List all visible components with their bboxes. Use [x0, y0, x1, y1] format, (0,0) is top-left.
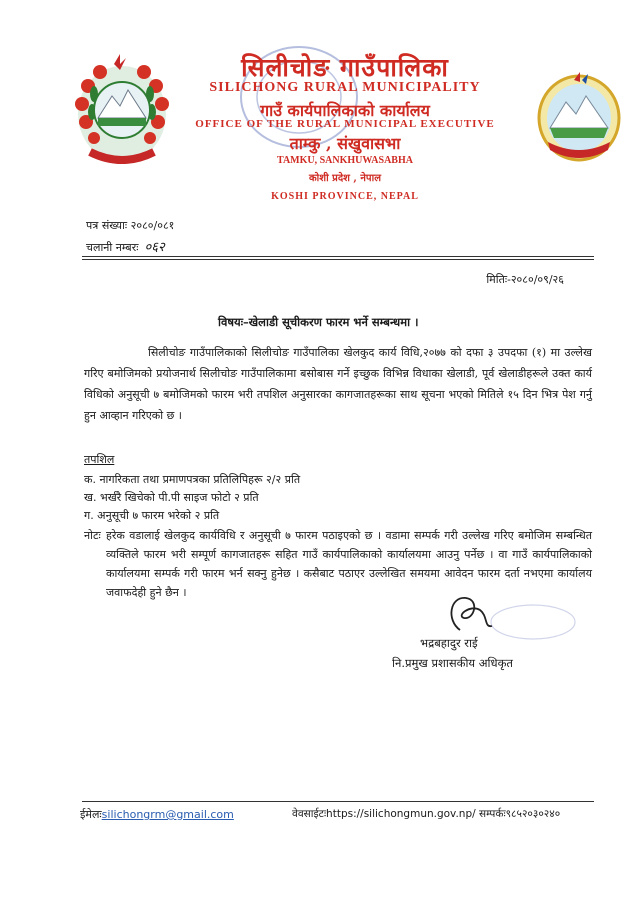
- letter-note: [84, 526, 592, 602]
- header-divider: [82, 256, 594, 257]
- letter-date: मितिः-२०८०/०९/२६: [486, 273, 564, 286]
- footer-website-contact: वेवसाईटःhttps://silichongmun.gov.np/ सम्पर्कः९८५२०३०२४०: [292, 808, 561, 820]
- footer-divider: [82, 801, 594, 802]
- signatory-name: भद्रबहादुर राई: [420, 636, 478, 650]
- details-heading: तपशिल: [84, 453, 115, 466]
- municipality-name-english: SILICHONG RURAL MUNICIPALITY: [209, 80, 481, 95]
- location-nepali: ताम्कु , संखुवासभा: [289, 134, 401, 153]
- province-nepali: कोशी प्रदेश , नेपाल: [309, 173, 381, 184]
- dispatch-number-label: चलानी नम्बरः: [86, 241, 139, 254]
- dispatch-number-value: ०६२: [144, 240, 165, 255]
- province-english: KOSHI PROVINCE, NEPAL: [271, 191, 419, 202]
- signatory-title: नि.प्रमुख प्रशासकीय अधिकृत: [392, 656, 513, 670]
- list-item: ख. भर्खरै खिचेको पी.पी साइज फोटो २ प्रति: [84, 491, 259, 504]
- municipality-logo-icon: [534, 72, 624, 168]
- letter-body-paragraph: सिलीचोङ गाउँपालिकाको सिलीचोङ गाउँपालिका खेलकुद कार्य विधि,२०७७ को दफा ३ उपदफा (१) मा उल्लेख गरिए बमोजिमको प्रयोजनार्थ सिलीचोङ गाउँपालिकामा बसोबास गर्ने इच्छुक विभिन्न विधाका खेलाडी, पूर्व खेलाडीहरूले उक्त कार्य विधिको अनुसूची ७ बमोजिमको फारम भरी तपशिल अनुसारका कागजातहरूका साथ सूचना भएको मितिले १५ दिन भित्र पेश गर्नु हुन आव्हान गरिएको छ ।: [84, 346, 592, 422]
- list-item: क. नागरिकता तथा प्रमाणपत्रका प्रतिलिपिहरू २/२ प्रति: [84, 473, 301, 486]
- list-item: ग. अनुसूची ७ फारम भरेको २ प्रति: [84, 509, 220, 522]
- letter-reference-number: पत्र संख्याः २०८०/०८१: [86, 219, 175, 232]
- dispatch-number: [86, 237, 165, 255]
- note-text: हरेक वडालाई खेलकुद कार्यविधि र अनुसूची ७ फारम पठाइएको छ । वडामा सम्पर्क गरी उल्लेख गरिए बमोजिम सम्बन्धित व्यक्तिले फारम भरी सम्पूर्ण कागजातहरू सहित गाउँ कार्यपालिकाको कार्यालयमा आउनु पर्नेछ । वा गाउँ कार्यपालिकाको कार्यालयमा सम्पर्क गरी फारम भर्न सक्नु हुनेछ । कसैबाट पठाएर उल्लेखित समयमा आवेदन फारम दर्ता नभएमा कार्यालय जवाफदेही हुने छैन ।: [106, 529, 592, 599]
- office-name-english: OFFICE OF THE RURAL MUNICIPAL EXECUTIVE: [195, 118, 495, 130]
- footer-email: [80, 807, 234, 822]
- header-divider-secondary: [82, 259, 594, 260]
- note-label: नोटः: [84, 529, 101, 542]
- email-label: ईमेलः: [80, 808, 102, 821]
- faint-seal-icon: [488, 602, 578, 642]
- letter-subject: विषयः–खेलाडी सूचीकरण फारम भर्ने सम्बन्धमा ।: [218, 315, 419, 329]
- location-english: TAMKU, SANKHUWASABHA: [277, 155, 413, 166]
- office-name-nepali: गाउँ कार्यपालिकाको कार्यालय: [260, 101, 430, 120]
- email-link[interactable]: silichongrm@gmail.com: [101, 808, 234, 821]
- municipality-name-nepali: सिलीचोङ गाउँपालिका: [241, 53, 449, 82]
